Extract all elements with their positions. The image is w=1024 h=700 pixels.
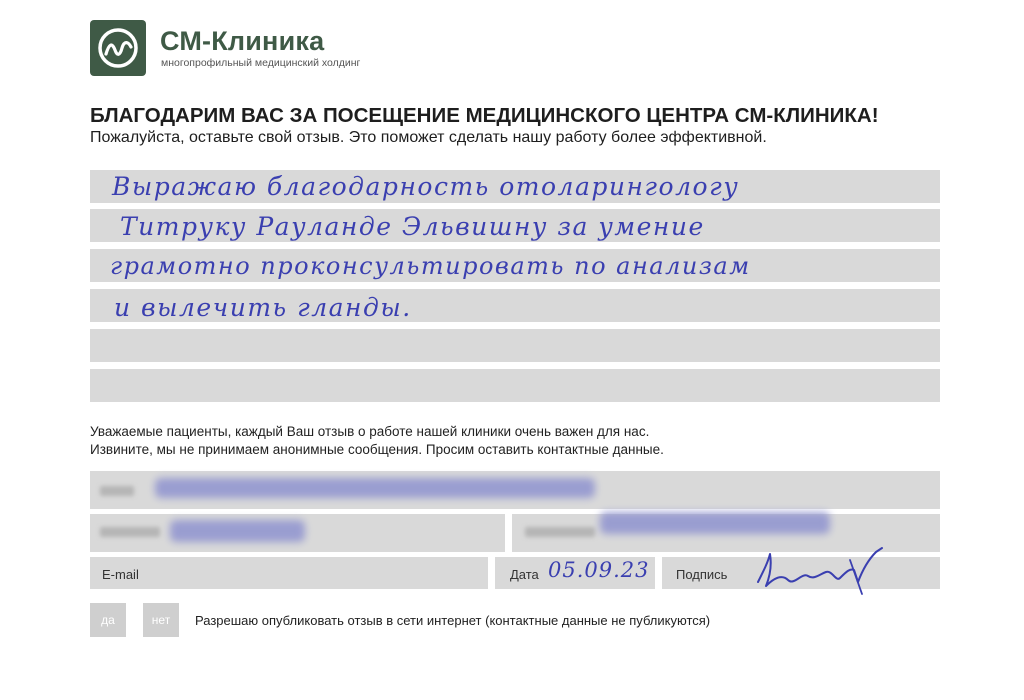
brand-tagline: многопрофильный медицинский холдинг [161,57,361,69]
phone-value-redacted [170,520,305,542]
brand-name: СМ-Клиника [160,26,325,56]
review-line-6 [90,369,940,402]
cm-clinic-logo-icon [90,20,146,76]
name-label-redacted [100,486,134,496]
address-label-redacted [525,527,595,537]
review-line-5 [90,329,940,362]
consent-no-box[interactable]: нет [143,603,179,637]
signature-icon [750,542,900,604]
review-text-line-3: грамотно проконсультировать по анализам [110,252,751,280]
review-text-line-1: Выражаю благодарность отоларингологу [112,172,740,201]
signature-label: Подпись [676,567,728,582]
address-value-redacted [600,512,830,534]
page-title: БЛАГОДАРИМ ВАС ЗА ПОСЕЩЕНИЕ МЕДИЦИНСКОГО ЦЕНТРА СМ-КЛИНИКА! [90,104,879,127]
date-value: 05.09.23 [548,558,650,582]
email-field [90,557,488,589]
review-text-line-2: Титруку Рауланде Эльвишну за умение [120,212,705,241]
email-label: E-mail [102,567,139,582]
notice-line-2: Извините, мы не принимаем анонимные сообщения. Просим оставить контактные данные. [90,442,664,457]
consent-text: Разрешаю опубликовать отзыв в сети интернет (контактные данные не публикуются) [195,613,711,628]
page-subtitle: Пожалуйста, оставьте свой отзыв. Это поможет сделать нашу работу более эффективной. [90,129,767,146]
notice-line-1: Уважаемые пациенты, каждый Ваш отзыв о работе нашей клиники очень важен для нас. [90,424,650,439]
review-text-line-4: и вылечить гланды. [114,293,412,322]
name-value-redacted [155,478,595,498]
date-label: Дата [510,567,539,582]
consent-yes-box[interactable]: да [90,603,126,637]
phone-label-redacted [100,527,160,537]
